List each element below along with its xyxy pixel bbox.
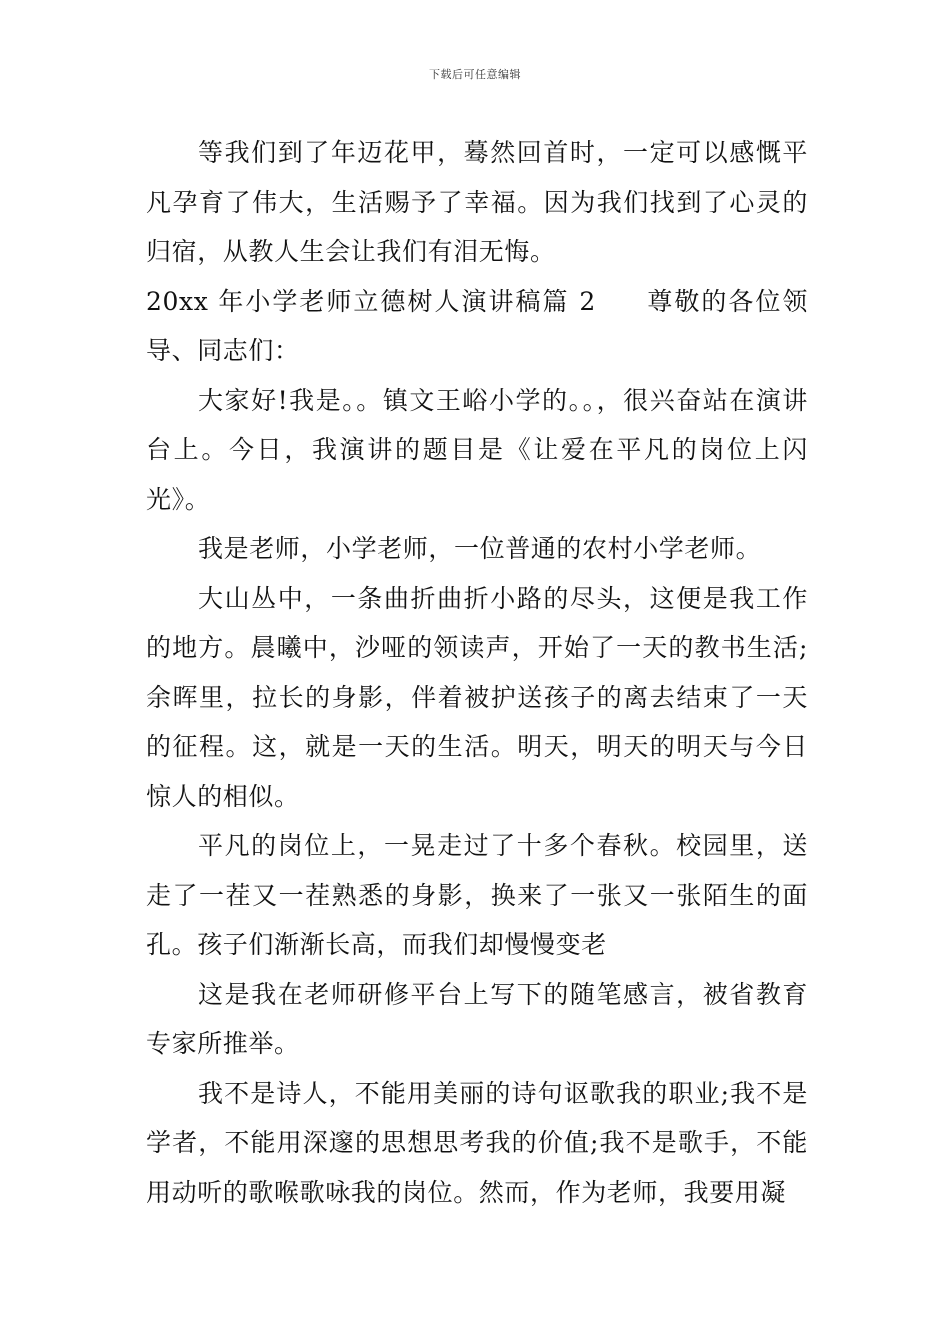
section-title: 20xx 年小学老师立德树人演讲稿篇 2 (146, 286, 596, 316)
paragraph: 平凡的岗位上，一晃走过了十多个春秋。校园里，送走了一茬又一茬熟悉的身影，换来了一张又一张陌生的面孔。孩子们渐渐长高，而我们却慢慢变老 (146, 831, 808, 959)
paragraph: 大家好!我是。。镇文王峪小学的。。，很兴奋站在演讲台上。今日，我演讲的题目是《让爱在平凡的岗位上闪光》。 (146, 385, 808, 514)
paragraph: 等我们到了年迈花甲，蓦然回首时，一定可以感慨平凡孕育了伟大，生活赐予了幸福。因为我们找到了心灵的归宿，从教人生会让我们有泪无悔。 (146, 138, 808, 266)
salutation: 尊敬的各位领导、同志们： (146, 286, 808, 365)
section-title-line (146, 277, 808, 376)
header-note: 下载后可任意编辑 (429, 68, 521, 81)
paragraph: 我不是诗人，不能用美丽的诗句讴歌我的职业;我不是学者，不能用深邃的思想思考我的价值;我不是歌手，不能用动听的歌喉歌咏我的岗位。然而，作为老师，我要用凝 (146, 1078, 808, 1207)
paragraph: 大山丛中，一条曲折曲折小路的尽头，这便是我工作的地方。晨曦中，沙哑的领读声，开始了一天的教书生活;余晖里，拉长的身影，伴着被护送孩子的离去结束了一天的征程。这，就是一天的生活。明天，明天的明天与今日惊人的相似。 (146, 583, 808, 811)
paragraph: 我是老师，小学老师，一位普通的农村小学老师。 (198, 534, 762, 563)
document-body (146, 128, 808, 1217)
paragraph: 这是我在老师研修平台上写下的随笔感言，被省教育专家所推举。 (146, 979, 808, 1058)
